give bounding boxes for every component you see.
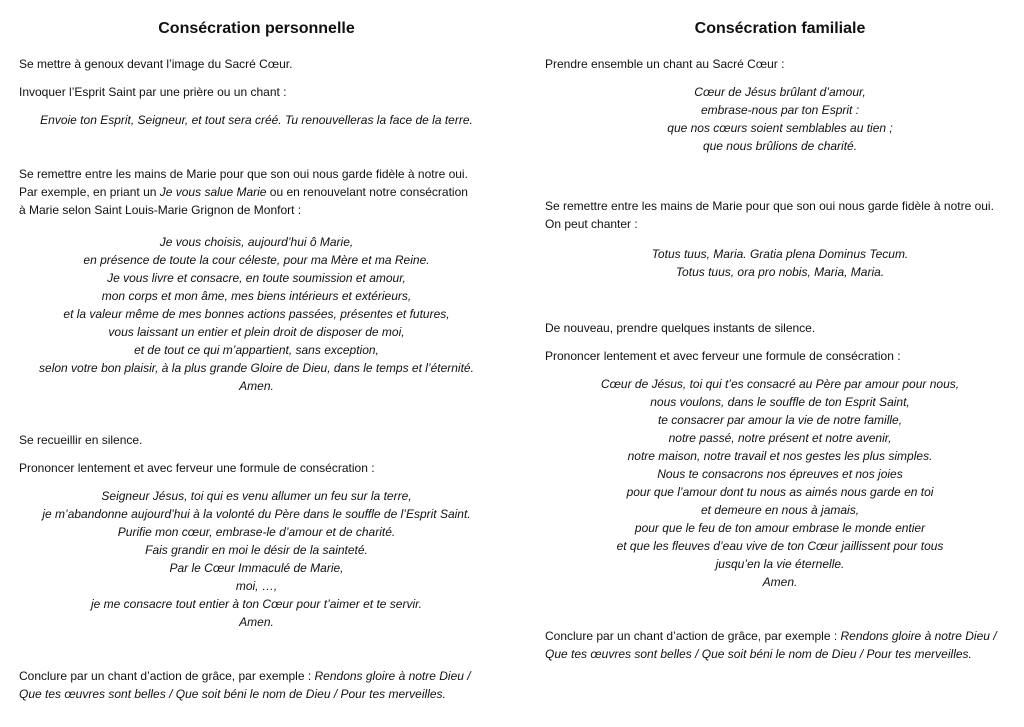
left-paragraph-conclure: [19, 667, 494, 703]
poem-line: mon corps et mon âme, mes biens intérieurs et extérieurs,: [101, 289, 412, 303]
left-marie-em: Je vous salue Marie: [159, 185, 267, 199]
left-paragraph-silence: Se recueillir en silence.: [19, 433, 143, 447]
right-conclure-line1: [545, 627, 1015, 645]
left-conclure-pre: Conclure par un chant d’action de grâce, par exemple :: [19, 669, 315, 683]
right-poem-sacre-coeur: [545, 83, 1015, 155]
left-marie-line3: à Marie selon Saint Louis-Marie Grignon de Monfort :: [19, 203, 302, 217]
poem-line: pour que le feu de ton amour embrase le monde entier: [634, 521, 926, 535]
poem-line: je m’abandonne aujourd’hui à la volonté du Père dans le souffle de l’Esprit Saint.: [42, 507, 471, 521]
right-conclure-line2: [545, 645, 1015, 663]
poem-line: en présence de toute la cour céleste, pour ma Mère et ma Reine.: [83, 253, 430, 267]
right-paragraph-silence: De nouveau, prendre quelques instants de silence.: [545, 321, 816, 335]
left-conclure-em1: Rendons gloire à notre Dieu /: [314, 669, 471, 683]
poem-line: Totus tuus, ora pro nobis, Maria, Maria.: [675, 265, 885, 279]
right-paragraph-marie: [545, 197, 1015, 233]
poem-line: Amen.: [239, 615, 274, 629]
poem-line: Je vous livre et consacre, en toute soumission et amour,: [107, 271, 406, 285]
left-conclure-em2: Que tes œuvres sont belles / Que soit béni le nom de Dieu / Pour tes merveilles.: [19, 687, 446, 701]
poem-line: Seigneur Jésus, toi qui es venu allumer un feu sur la terre,: [101, 489, 412, 503]
poem-line: Cœur de Jésus, toi qui t’es consacré au Père par amour pour nous,: [600, 377, 960, 391]
poem-line: Totus tuus, Maria. Gratia plena Dominus Tecum.: [651, 247, 909, 261]
left-marie-line2: [19, 183, 494, 201]
right-poem-consecration: [545, 375, 1015, 591]
poem-line: Cœur de Jésus brûlant d’amour,: [694, 85, 866, 99]
poem-line: moi, …,: [235, 579, 278, 593]
left-poem-monfort: [19, 233, 494, 395]
right-conclure-pre: Conclure par un chant d’action de grâce, par exemple :: [545, 629, 841, 643]
poem-line: te consacrer par amour la vie de notre famille,: [657, 413, 903, 427]
left-poem-consecration: [19, 487, 494, 631]
right-column: [545, 18, 1015, 663]
right-poem-totus-tuus: [545, 245, 1015, 281]
left-marie-post: ou en renouvelant notre consécration: [266, 185, 468, 199]
poem-line: embrase-nous par ton Esprit :: [700, 103, 860, 117]
poem-line: je me consacre tout entier à ton Cœur pour t’aimer et te servir.: [90, 597, 423, 611]
poem-line: que nos cœurs soient semblables au tien ;: [667, 121, 893, 135]
poem-line: selon votre bon plaisir, à la plus grande Gloire de Dieu, dans le temps et l’éternité.: [39, 361, 474, 375]
right-conclure-em1: Rendons gloire à notre Dieu /: [840, 629, 997, 643]
left-quote-esprit: Envoie ton Esprit, Seigneur, et tout sera créé. Tu renouvelleras la face de la terre.: [40, 113, 473, 127]
poem-line: Amen.: [239, 379, 274, 393]
right-title: Consécration familiale: [694, 20, 866, 37]
poem-line: nous voulons, dans le souffle de ton Esprit Saint,: [650, 395, 910, 409]
left-column: [19, 18, 494, 703]
poem-line: que nous brûlions de charité.: [702, 139, 858, 153]
poem-line: Amen.: [762, 575, 798, 589]
left-paragraph-invoke: Invoquer l’Esprit Saint par une prière ou un chant :: [19, 85, 287, 99]
right-paragraph-formule: Prononcer lentement et avec ferveur une formule de consécration :: [545, 349, 901, 363]
poem-line: Par le Cœur Immaculé de Marie,: [169, 561, 344, 575]
left-paragraph-kneel: Se mettre à genoux devant l’image du Sacré Cœur.: [19, 57, 293, 71]
right-marie-line2: On peut chanter :: [545, 217, 638, 231]
left-conclure-line2: [19, 685, 494, 703]
right-paragraph-chant: Prendre ensemble un chant au Sacré Cœur :: [545, 57, 785, 71]
right-paragraph-conclure: [545, 627, 1015, 663]
poem-line: Nous te consacrons nos épreuves et nos joies: [657, 467, 903, 481]
poem-line: et la valeur même de mes bonnes actions passées, présentes et futures,: [63, 307, 450, 321]
right-conclure-em2: Que tes œuvres sont belles / Que soit béni le nom de Dieu / Pour tes merveilles.: [545, 647, 972, 661]
left-paragraph-formule: Prononcer lentement et avec ferveur une formule de consécration :: [19, 461, 375, 475]
left-title: Consécration personnelle: [158, 20, 355, 37]
poem-line: notre passé, notre présent et notre avenir,: [668, 431, 892, 445]
poem-line: et de tout ce qui m’appartient, sans exception,: [134, 343, 379, 357]
left-paragraph-marie: [19, 165, 494, 219]
poem-line: Purifie mon cœur, embrase-le d’amour et de charité.: [117, 525, 396, 539]
poem-line: pour que l’amour dont tu nous as aimés nous garde en toi: [626, 485, 934, 499]
poem-line: Je vous choisis, aujourd’hui ô Marie,: [159, 235, 354, 249]
poem-line: et que les fleuves d’eau vive de ton Cœur jaillissent pour tous: [616, 539, 944, 553]
left-conclure-line1: [19, 667, 494, 685]
poem-line: Fais grandir en moi le désir de la sainteté.: [145, 543, 368, 557]
poem-line: notre maison, notre travail et nos gestes les plus simples.: [627, 449, 933, 463]
poem-line: et demeure en nous à jamais,: [700, 503, 860, 517]
left-marie-line1: Se remettre entre les mains de Marie pour que son oui nous garde fidèle à notre oui.: [19, 167, 468, 181]
left-marie-pre: Par exemple, en priant un: [19, 185, 160, 199]
poem-line: jusqu’en la vie éternelle.: [715, 557, 845, 571]
poem-line: vous laissant un entier et plein droit de disposer de moi,: [108, 325, 405, 339]
right-marie-line1: Se remettre entre les mains de Marie pour que son oui nous garde fidèle à notre oui.: [545, 199, 994, 213]
